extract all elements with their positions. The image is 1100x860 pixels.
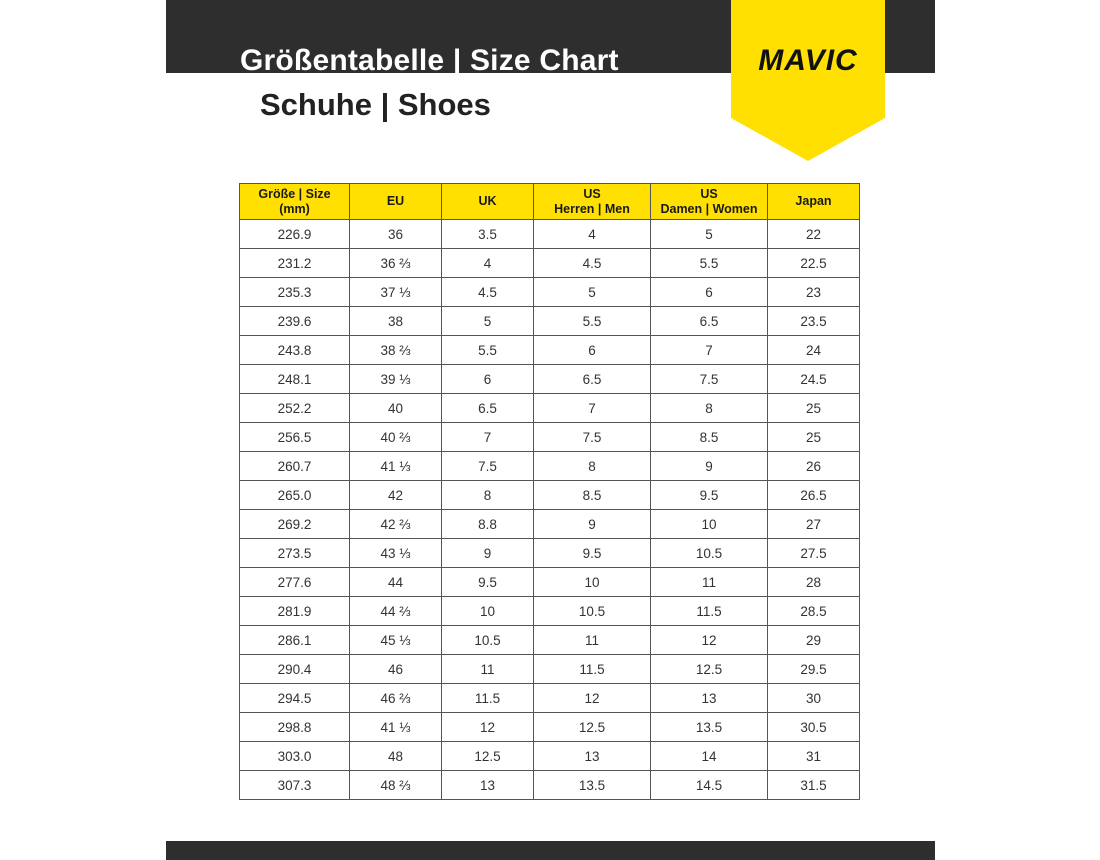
table-cell: 4.5 bbox=[534, 249, 651, 278]
table-cell: 6 bbox=[442, 365, 534, 394]
table-cell: 30 bbox=[768, 684, 860, 713]
brand-logo-badge bbox=[731, 0, 885, 161]
table-row bbox=[240, 713, 860, 742]
table-cell: 6.5 bbox=[534, 365, 651, 394]
column-header-line: Damen | Women bbox=[660, 201, 758, 216]
table-cell: 298.8 bbox=[240, 713, 350, 742]
table-cell: 256.5 bbox=[240, 423, 350, 452]
table-cell: 10.5 bbox=[442, 626, 534, 655]
table-cell: 27 bbox=[768, 510, 860, 539]
table-row bbox=[240, 597, 860, 626]
table-cell: 10 bbox=[442, 597, 534, 626]
table-cell: 13.5 bbox=[651, 713, 768, 742]
table-cell: 4 bbox=[534, 220, 651, 249]
table-cell: 11 bbox=[442, 655, 534, 684]
column-header-line: EU bbox=[386, 194, 405, 208]
table-cell: 294.5 bbox=[240, 684, 350, 713]
table-row bbox=[240, 655, 860, 684]
table-row bbox=[240, 452, 860, 481]
table-cell: 7 bbox=[442, 423, 534, 452]
table-cell: 44 ⅔ bbox=[350, 597, 442, 626]
table-cell: 39 ⅓ bbox=[350, 365, 442, 394]
table-cell: 9 bbox=[651, 452, 768, 481]
table-cell: 36 bbox=[350, 220, 442, 249]
table-cell: 235.3 bbox=[240, 278, 350, 307]
table-cell: 8 bbox=[442, 481, 534, 510]
column-header bbox=[240, 184, 350, 220]
table-cell: 36 ⅔ bbox=[350, 249, 442, 278]
table-cell: 12.5 bbox=[442, 742, 534, 771]
table-cell: 12 bbox=[442, 713, 534, 742]
table-cell: 46 bbox=[350, 655, 442, 684]
table-row bbox=[240, 539, 860, 568]
table-cell: 8 bbox=[651, 394, 768, 423]
column-header bbox=[534, 184, 651, 220]
table-row bbox=[240, 423, 860, 452]
table-cell: 260.7 bbox=[240, 452, 350, 481]
table-cell: 22 bbox=[768, 220, 860, 249]
column-header-line: UK bbox=[478, 194, 497, 208]
table-cell: 14 bbox=[651, 742, 768, 771]
table-cell: 7.5 bbox=[442, 452, 534, 481]
table-cell: 6 bbox=[534, 336, 651, 365]
table-cell: 11.5 bbox=[442, 684, 534, 713]
column-header bbox=[350, 184, 442, 220]
table-cell: 42 ⅔ bbox=[350, 510, 442, 539]
table-cell: 48 bbox=[350, 742, 442, 771]
table-cell: 13.5 bbox=[534, 771, 651, 800]
table-cell: 8.5 bbox=[651, 423, 768, 452]
table-cell: 31 bbox=[768, 742, 860, 771]
table-cell: 30.5 bbox=[768, 713, 860, 742]
table-cell: 5 bbox=[442, 307, 534, 336]
table-cell: 7 bbox=[534, 394, 651, 423]
table-cell: 11 bbox=[534, 626, 651, 655]
table-header-row bbox=[240, 184, 860, 220]
table-cell: 11.5 bbox=[534, 655, 651, 684]
table-cell: 42 bbox=[350, 481, 442, 510]
table-cell: 41 ⅓ bbox=[350, 713, 442, 742]
column-header-line: US bbox=[700, 186, 718, 201]
page-subtitle: Schuhe | Shoes bbox=[260, 87, 491, 122]
table-cell: 5.5 bbox=[534, 307, 651, 336]
table-cell: 13 bbox=[442, 771, 534, 800]
column-header-line: (mm) bbox=[279, 201, 310, 216]
table-cell: 23.5 bbox=[768, 307, 860, 336]
table-cell: 6 bbox=[651, 278, 768, 307]
table-cell: 25 bbox=[768, 394, 860, 423]
table-cell: 48 ⅔ bbox=[350, 771, 442, 800]
column-header-line: US bbox=[583, 186, 601, 201]
table-cell: 8 bbox=[534, 452, 651, 481]
table-cell: 7.5 bbox=[651, 365, 768, 394]
table-row bbox=[240, 365, 860, 394]
table-row bbox=[240, 278, 860, 307]
table-row bbox=[240, 771, 860, 800]
brand-logo: MAVIC bbox=[758, 44, 858, 77]
column-header-line: Größe | Size bbox=[258, 186, 331, 201]
table-cell: 26.5 bbox=[768, 481, 860, 510]
table-cell: 44 bbox=[350, 568, 442, 597]
table-cell: 37 ⅓ bbox=[350, 278, 442, 307]
table-cell: 243.8 bbox=[240, 336, 350, 365]
table-cell: 24 bbox=[768, 336, 860, 365]
table-cell: 8.8 bbox=[442, 510, 534, 539]
table-cell: 12 bbox=[534, 684, 651, 713]
table-cell: 40 ⅔ bbox=[350, 423, 442, 452]
table-cell: 269.2 bbox=[240, 510, 350, 539]
table-cell: 6.5 bbox=[442, 394, 534, 423]
table-cell: 12 bbox=[651, 626, 768, 655]
table-row bbox=[240, 684, 860, 713]
table-body bbox=[240, 220, 860, 800]
table-cell: 29 bbox=[768, 626, 860, 655]
table-row bbox=[240, 626, 860, 655]
table-cell: 277.6 bbox=[240, 568, 350, 597]
table-cell: 5 bbox=[651, 220, 768, 249]
table-cell: 28.5 bbox=[768, 597, 860, 626]
table-cell: 24.5 bbox=[768, 365, 860, 394]
column-header bbox=[651, 184, 768, 220]
table-cell: 273.5 bbox=[240, 539, 350, 568]
table-cell: 231.2 bbox=[240, 249, 350, 278]
table-cell: 45 ⅓ bbox=[350, 626, 442, 655]
table-cell: 29.5 bbox=[768, 655, 860, 684]
table-cell: 10 bbox=[651, 510, 768, 539]
table-cell: 10.5 bbox=[534, 597, 651, 626]
table-cell: 28 bbox=[768, 568, 860, 597]
table-cell: 27.5 bbox=[768, 539, 860, 568]
table-cell: 25 bbox=[768, 423, 860, 452]
table-cell: 9 bbox=[534, 510, 651, 539]
table-cell: 286.1 bbox=[240, 626, 350, 655]
table-row bbox=[240, 510, 860, 539]
table-cell: 5.5 bbox=[442, 336, 534, 365]
table-cell: 290.4 bbox=[240, 655, 350, 684]
table-row bbox=[240, 249, 860, 278]
table-cell: 8.5 bbox=[534, 481, 651, 510]
table-cell: 9 bbox=[442, 539, 534, 568]
table-cell: 4 bbox=[442, 249, 534, 278]
table-cell: 303.0 bbox=[240, 742, 350, 771]
table-cell: 7 bbox=[651, 336, 768, 365]
table-cell: 5.5 bbox=[651, 249, 768, 278]
table-row bbox=[240, 481, 860, 510]
table-cell: 239.6 bbox=[240, 307, 350, 336]
table-cell: 4.5 bbox=[442, 278, 534, 307]
table-cell: 31.5 bbox=[768, 771, 860, 800]
table-cell: 23 bbox=[768, 278, 860, 307]
table-cell: 38 ⅔ bbox=[350, 336, 442, 365]
table-cell: 13 bbox=[534, 742, 651, 771]
table-cell: 14.5 bbox=[651, 771, 768, 800]
table-row bbox=[240, 307, 860, 336]
table-cell: 7.5 bbox=[534, 423, 651, 452]
table-cell: 46 ⅔ bbox=[350, 684, 442, 713]
table-cell: 9.5 bbox=[651, 481, 768, 510]
table-cell: 11.5 bbox=[651, 597, 768, 626]
table-cell: 248.1 bbox=[240, 365, 350, 394]
logo-pennant-shape bbox=[731, 0, 885, 161]
table-cell: 43 ⅓ bbox=[350, 539, 442, 568]
table-cell: 281.9 bbox=[240, 597, 350, 626]
table-cell: 3.5 bbox=[442, 220, 534, 249]
table-row bbox=[240, 394, 860, 423]
table-cell: 5 bbox=[534, 278, 651, 307]
column-header bbox=[442, 184, 534, 220]
table-cell: 12.5 bbox=[534, 713, 651, 742]
table-cell: 22.5 bbox=[768, 249, 860, 278]
table-row bbox=[240, 336, 860, 365]
table-cell: 26 bbox=[768, 452, 860, 481]
table-cell: 13 bbox=[651, 684, 768, 713]
table-cell: 226.9 bbox=[240, 220, 350, 249]
table-row bbox=[240, 568, 860, 597]
table-cell: 9.5 bbox=[534, 539, 651, 568]
table-cell: 265.0 bbox=[240, 481, 350, 510]
size-chart-table bbox=[239, 183, 860, 800]
table-cell: 11 bbox=[651, 568, 768, 597]
column-header-line: Herren | Men bbox=[554, 201, 630, 216]
column-header bbox=[768, 184, 860, 220]
table-cell: 12.5 bbox=[651, 655, 768, 684]
table-cell: 252.2 bbox=[240, 394, 350, 423]
table-row bbox=[240, 220, 860, 249]
table-row bbox=[240, 742, 860, 771]
table-cell: 40 bbox=[350, 394, 442, 423]
table-cell: 41 ⅓ bbox=[350, 452, 442, 481]
table-cell: 10 bbox=[534, 568, 651, 597]
footer-band bbox=[166, 841, 935, 860]
table-cell: 38 bbox=[350, 307, 442, 336]
table-cell: 6.5 bbox=[651, 307, 768, 336]
table-cell: 307.3 bbox=[240, 771, 350, 800]
table-cell: 10.5 bbox=[651, 539, 768, 568]
column-header-line: Japan bbox=[795, 194, 832, 208]
table-cell: 9.5 bbox=[442, 568, 534, 597]
page-title: Größentabelle | Size Chart bbox=[240, 44, 619, 77]
